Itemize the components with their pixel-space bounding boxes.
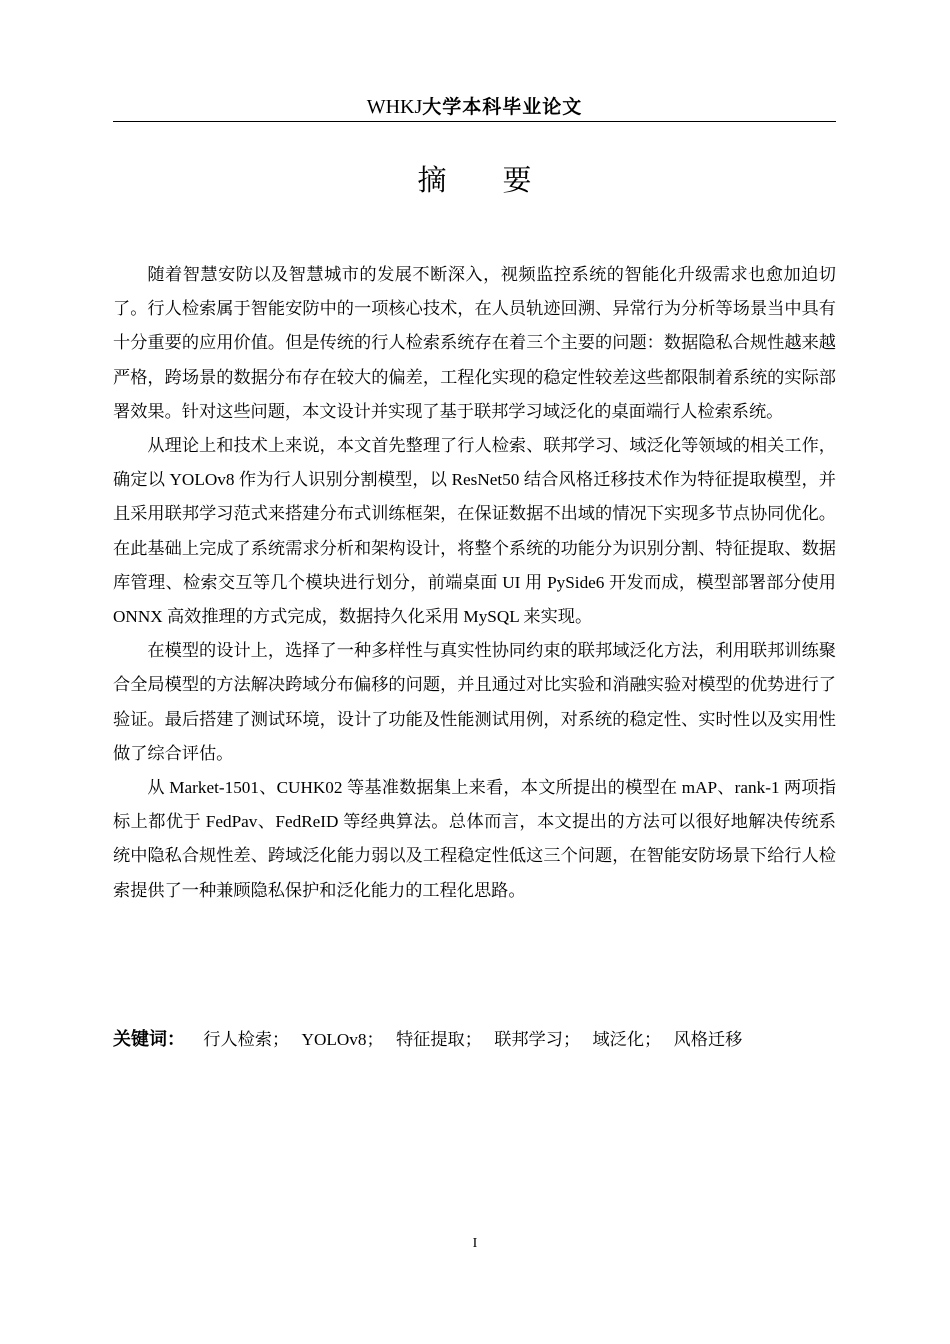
- keywords-line: [113, 1023, 836, 1057]
- running-header: [113, 94, 836, 122]
- page-number: I: [472, 1236, 478, 1251]
- keyword-item: YOLOv8；: [301, 1030, 384, 1049]
- header-title: [367, 96, 583, 118]
- abstract-paragraph-1: 随着智慧安防以及智慧城市的发展不断深入，视频监控系统的智能化升级需求也愈加迫切了。行人检索属于智能安防中的一项核心技术，在人员轨迹回溯、异常行为分析等场景当中具有十分重要的应用价值。但是传统的行人检索系统存在着三个主要的问题：数据隐私合规性越来越严格，跨场景的数据分布存在较大的偏差，工程化实现的稳定性较差这些都限制着系统的实际部署效果。针对这些问题，本文设计并实现了基于联邦学习域泛化的桌面端行人检索系统。: [113, 265, 836, 421]
- abstract-paragraph-4: 从 Market-1501、CUHK02 等基准数据集上来看，本文所提出的模型在 mAP、rank-1 两项指标上都优于 FedPav、FedReID 等经典算法。总体而言，本文提出的方法可以很好地解决传统系统中隐私合规性差、跨域泛化能力弱以及工程稳定性低这三个问题，在智能安防场景下给行人检索提供了一种兼顾隐私保护和泛化能力的工程化思路。: [113, 778, 836, 900]
- keywords-label: 关键词：: [113, 1029, 185, 1050]
- keyword-item: 域泛化；: [592, 1030, 662, 1049]
- keyword-item: 风格迁移: [673, 1030, 743, 1049]
- abstract-paragraph-2: 从理论上和技术上来说，本文首先整理了行人检索、联邦学习、域泛化等领域的相关工作，确定以 YOLOv8 作为行人识别分割模型，以 ResNet50 结合风格迁移技术作为特征提取模型，并且采用联邦学习范式来搭建分布式训练框架，在保证数据不出域的情况下实现多节点协同优化。在此基础上完成了系统需求分析和架构设计，将整个系统的功能分为识别分割、特征提取、数据库管理、检索交互等几个模块进行划分，前端桌面 UI 用 PySide6 开发而成，模型部署部分使用 ONNX 高效推理的方式完成，数据持久化采用 MySQL 来实现。: [113, 436, 836, 627]
- abstract-title: 摘要: [417, 163, 588, 197]
- keyword-item: 行人检索；: [203, 1030, 290, 1049]
- header-latin: WHKJ: [366, 96, 423, 118]
- keyword-item: 特征提取；: [395, 1030, 482, 1049]
- abstract-body: [113, 258, 836, 908]
- header-cjk: 大学本科毕业论文: [422, 96, 583, 118]
- keyword-item: 联邦学习；: [494, 1030, 581, 1049]
- abstract-paragraph-3: 在模型的设计上，选择了一种多样性与真实性协同约束的联邦域泛化方法，利用联邦训练聚合全局模型的方法解决跨域分布偏移的问题，并且通过对比实验和消融实验对模型的优势进行了验证。最后搭建了测试环境，设计了功能及性能测试用例，对系统的稳定性、实时性以及实用性做了综合评估。: [113, 641, 836, 763]
